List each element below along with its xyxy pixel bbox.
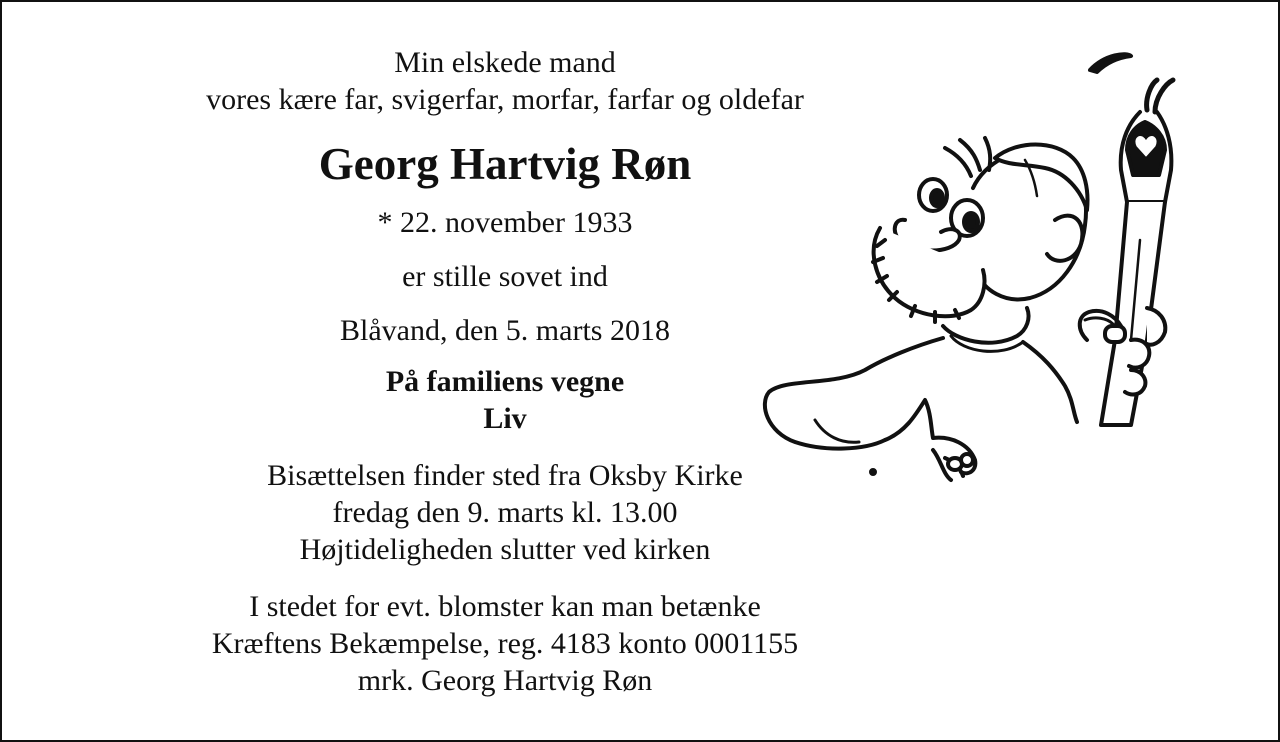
passed-line: er stille sovet ind [402,260,608,293]
ceremony-line-2: fredag den 9. marts kl. 13.00 [332,496,678,529]
deceased-name: Georg Hartvig Røn [318,139,692,189]
place-date: Blåvand, den 5. marts 2018 [340,314,670,347]
intro-line-2: vores kære far, svigerfar, morfar, farfar og oldefar [206,83,804,116]
donation-line-1: I stedet for evt. blomster kan man betænke [249,590,761,623]
intro-line-1: Min elskede mand [394,46,616,79]
ceremony-line-3: Højtideligheden slutter ved kirken [299,533,711,566]
signed-name: Liv [483,402,527,435]
cartoon-man-with-pen-icon [755,40,1185,490]
family-line: På familiens vegne [385,365,625,398]
birth-date: * 22. november 1933 [377,206,633,239]
donation-line-2: Kræftens Bekæmpelse, reg. 4183 konto 0001155 [211,627,799,660]
donation-line-3: mrk. Georg Hartvig Røn [357,664,653,697]
ceremony-line-1: Bisættelsen finder sted fra Oksby Kirke [267,459,743,492]
